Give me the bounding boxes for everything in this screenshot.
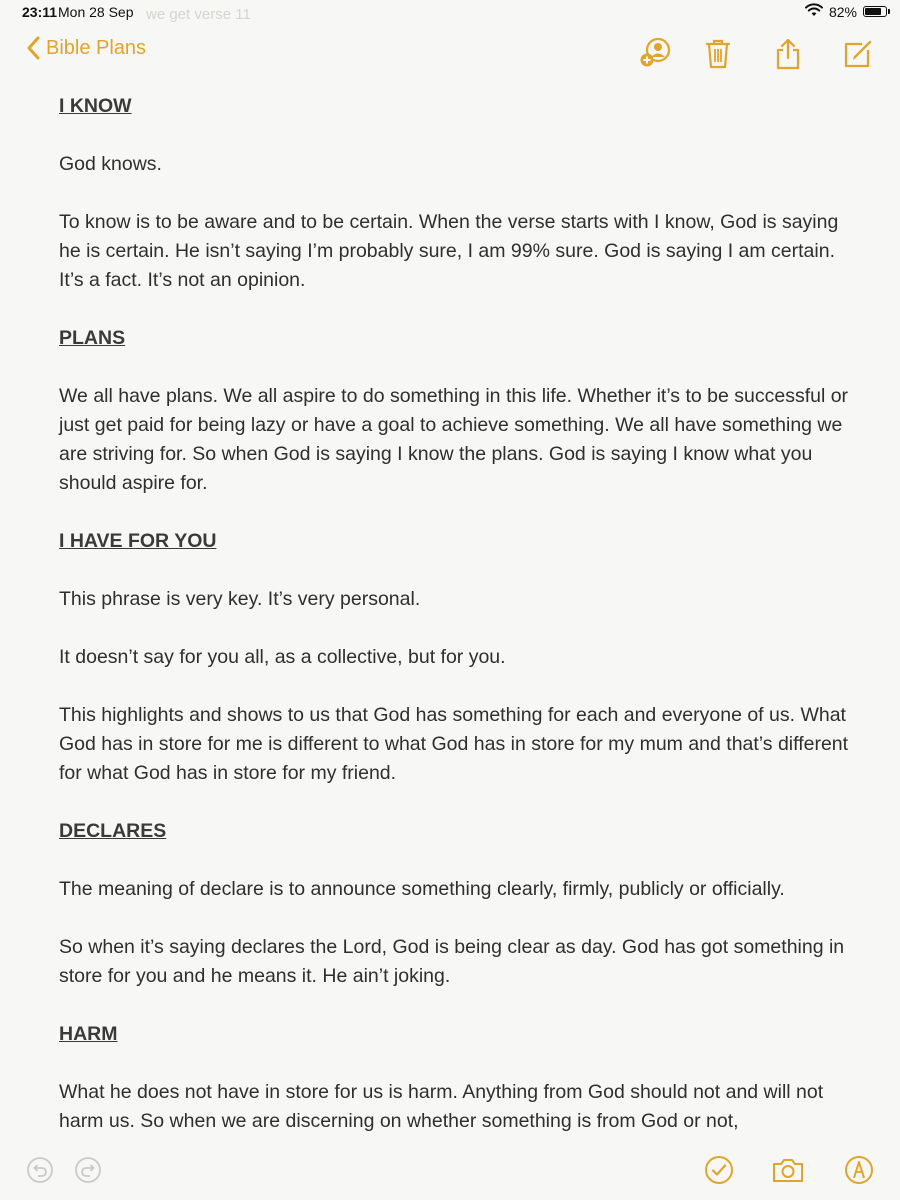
compose-icon[interactable] (840, 36, 876, 72)
back-button[interactable] (26, 36, 146, 60)
background-text: we get verse 11 (146, 6, 251, 23)
back-label: Bible Plans (46, 36, 147, 59)
note-paragraph: We all have plans. We all aspire to do something in this life. Whether it’s to be successful or just get paid for being lazy or have a goal to achieve something. We all have something we are striving for. So when God is saying I know the plans. God is saying I know what you should aspire for. (59, 385, 849, 494)
note-heading: HARM (59, 1023, 118, 1045)
camera-icon[interactable] (770, 1154, 806, 1191)
battery-fill (865, 8, 881, 15)
note-heading: PLANS (59, 327, 126, 349)
battery-nub (888, 9, 890, 14)
note-paragraph: God knows. (59, 153, 162, 175)
battery-percent: 82% (828, 3, 857, 20)
note-paragraph: This phrase is very key. It’s very personal. (59, 588, 421, 610)
status-time: 23:11 (22, 4, 58, 20)
note-paragraph: So when it’s saying declares the Lord, God is being clear as day. God has got something in store for you and he means it. He ain’t joking. (59, 936, 845, 987)
note-paragraph: This highlights and shows to us that God has something for each and everyone of us. What God has in store for me is different to what God has in store for my mum and that’s different for what God has in store for my friend. (59, 704, 849, 784)
note-paragraph: The meaning of declare is to announce something clearly, firmly, publicly or officially. (59, 878, 785, 900)
status-bar (0, 0, 900, 26)
status-date: Mon 28 Sep (58, 4, 134, 20)
battery-outline (863, 6, 887, 17)
chevron-left-icon (26, 36, 40, 60)
note-heading: I KNOW (59, 95, 132, 117)
note-paragraph: What he does not have in store for us is harm. Anything from God should not and will not harm us. So when we are discerning on whether something is from God or not, (59, 1081, 824, 1132)
share-icon[interactable] (770, 36, 806, 72)
note-heading: DECLARES (59, 820, 167, 842)
status-right (805, 3, 890, 20)
note-paragraph: To know is to be aware and to be certain. When the verse starts with I know, God is saying he is certain. He isn’t saying I’m probably sure, I am 99% sure. God is saying I am certain. It’s a fact. It’s not an opinion. (59, 211, 839, 291)
checklist-icon[interactable] (703, 1154, 735, 1191)
wifi-icon (805, 3, 823, 20)
battery-icon (863, 6, 890, 17)
trash-icon[interactable] (700, 36, 736, 72)
redo-icon[interactable] (74, 1156, 102, 1189)
note-heading: I HAVE FOR YOU (59, 530, 217, 552)
undo-icon[interactable] (26, 1156, 54, 1189)
note-paragraph: It doesn’t say for you all, as a collective, but for you. (59, 646, 506, 668)
markup-icon[interactable] (843, 1154, 875, 1191)
add-person-icon[interactable] (638, 36, 674, 72)
nav-bar (0, 26, 900, 82)
note-body[interactable] (59, 92, 859, 1136)
